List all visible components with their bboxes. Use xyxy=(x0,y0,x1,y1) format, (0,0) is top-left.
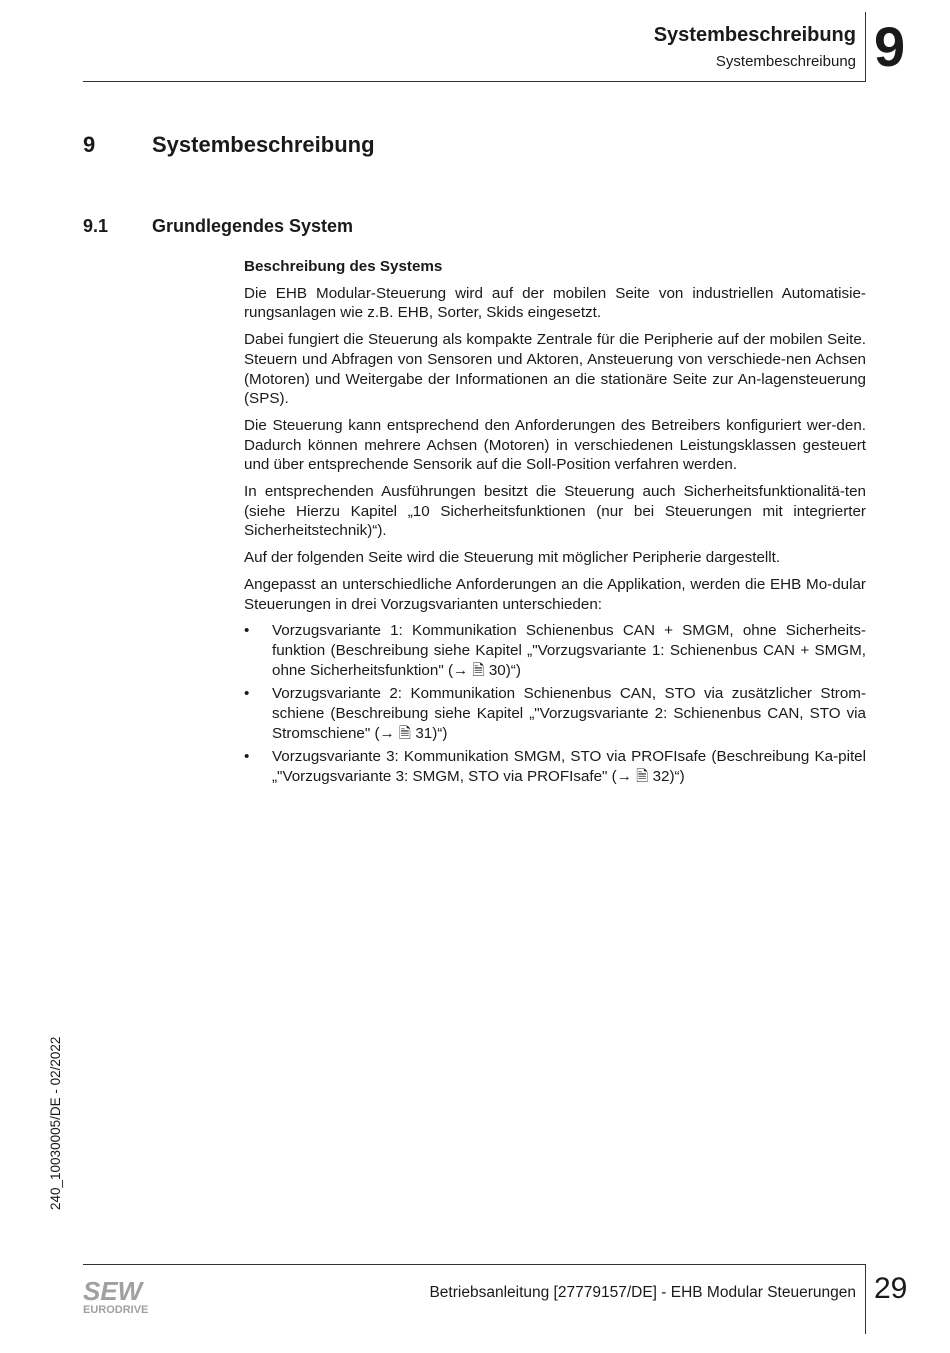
list-item-text: Vorzugsvariante 3: Kommunikation SMGM, STO via PROFIsafe (Beschreibung Ka-pitel „"Vorzugsvariante 3: SMGM, STO via PROFIsafe" (→ 🗎 32)“) xyxy=(272,748,866,786)
heading2-text: Grundlegendes System xyxy=(152,216,354,236)
paragraph: Auf der folgenden Seite wird die Steuerung mit möglicher Peripherie dargestellt. xyxy=(244,549,781,567)
header-title: Systembeschreibung xyxy=(653,24,856,46)
logo-subtext: EURODRIVE xyxy=(83,1304,149,1316)
header-chapter-number: 9 xyxy=(874,15,906,78)
footer-divider-vertical xyxy=(865,1264,866,1334)
paragraph: In entsprechenden Ausführungen besitzt die Steuerung auch Sicherheitsfunktionalitä-ten (siehe Hierzu Kapitel „10 Sicherheitsfunktionen (nur bei Steuerungen mit integrierter Sicherheitstechnik)“). xyxy=(244,483,866,540)
list-item xyxy=(244,684,866,743)
document-code: 240_10030005/DE - 02/2022 xyxy=(48,1036,63,1210)
footer-text: Betriebsanleitung [27779157/DE] - EHB Modular Steuerungen xyxy=(429,1284,856,1301)
bullet-marker: • xyxy=(244,748,250,766)
heading1-text: Systembeschreibung xyxy=(152,132,375,157)
header-subtitle: Systembeschreibung xyxy=(715,53,856,70)
page-number: 29 xyxy=(874,1272,908,1305)
paragraph: Die EHB Modular-Steuerung wird auf der mobilen Seite von industriellen Automatisie-rungsanlagen wie z.B. EHB, Sorter, Skids eingesetzt. xyxy=(244,284,866,322)
list-item xyxy=(244,747,866,786)
sew-eurodrive-logo xyxy=(82,1278,158,1316)
paragraph: Die Steuerung kann entsprechend den Anforderungen des Betreibers konfiguriert wer-den. Dadurch können mehrere Achsen (Motoren) in verschiedenen Leistungsklassen gesteuert und über entsprechende Sensorik auf die Soll-Position verfahren werden. xyxy=(244,416,866,474)
list-item-text: Vorzugsvariante 2: Kommunikation Schienenbus CAN, STO via zusätzlicher Strom-schiene (Beschreibung siehe Kapitel „"Vorzugsvariante 2: Schienenbus CAN, STO via Stromschiene" (→ 🗎 31)“) xyxy=(272,685,866,742)
list-item-text: Vorzugsvariante 1: Kommunikation Schienenbus CAN + SMGM, ohne Sicherheits-funktion (Beschreibung siehe Kapitel „"Vorzugsvariante 1: Schienenbus CAN + SMGM, ohne Sicherheitsfunktion" (→ 🗎 30)“) xyxy=(272,622,866,679)
bullet-marker: • xyxy=(244,622,250,640)
variant-list xyxy=(244,621,866,787)
paragraph: Angepasst an unterschiedliche Anforderungen an die Applikation, werden die EHB Mo-dular Steuerungen in drei Vorzugsvarianten unterschieden: xyxy=(244,575,866,613)
main-content xyxy=(244,257,866,791)
heading2-number: 9.1 xyxy=(83,216,109,236)
section-subheading: Beschreibung des Systems xyxy=(244,258,443,275)
logo-text: SEW xyxy=(83,1278,143,1306)
paragraph: Dabei fungiert die Steuerung als kompakte Zentrale für die Peripherie auf der mobilen Seite. Steuern und Abfragen von Sensoren und Aktoren, Ansteuerung von verschiede-nen Achsen (Motoren) und Weitergabe der Informationen an die stationäre Seite zur An-lagensteuerung (SPS). xyxy=(244,331,866,408)
header-divider-vertical xyxy=(865,12,866,82)
list-item xyxy=(244,621,866,680)
header-divider-horizontal xyxy=(83,81,866,82)
heading1-number: 9 xyxy=(83,132,96,157)
bullet-marker: • xyxy=(244,685,250,703)
footer-divider-horizontal xyxy=(83,1264,866,1265)
